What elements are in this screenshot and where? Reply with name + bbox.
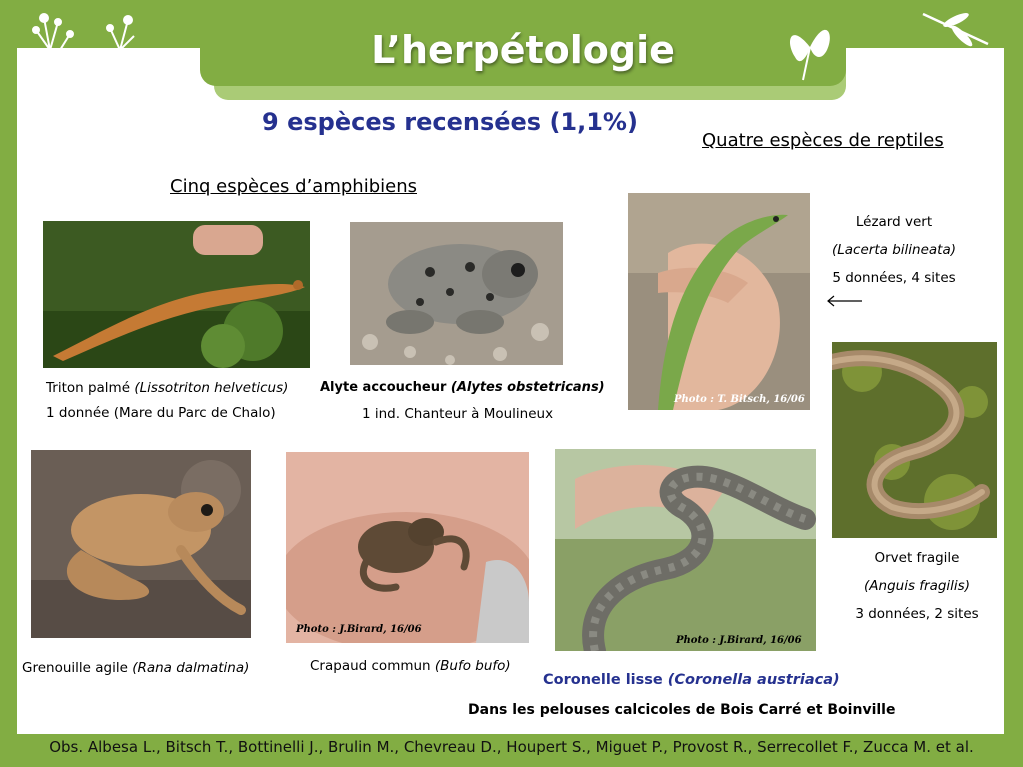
grenouille-name: Grenouille agile [22, 660, 133, 676]
crapaud-photo-credit: Photo : J.Birard, 16/06 [296, 624, 422, 635]
page-title: L’herpétologie [371, 28, 675, 72]
coronelle-latin: (Coronella austriaca) [667, 672, 840, 688]
lezard-detail: 5 données, 4 sites [832, 270, 956, 286]
lezard-name: Lézard vert [855, 214, 933, 230]
alyte-photo [350, 222, 563, 365]
alyte-name: Alyte accoucheur [320, 380, 451, 395]
crapaud-name: Crapaud commun [310, 658, 435, 674]
observers-footer: Obs. Albesa L., Bitsch T., Bottinelli J., Brulin M., Chevreau D., Houpert S., Miguet P., Provost R., Serrecollet F., Zucca M. et al. [49, 738, 974, 756]
butterfly-icon [785, 12, 835, 82]
crapaud-latin: (Bufo bufo) [434, 658, 511, 674]
triton-photo [43, 221, 310, 368]
alyte-caption [320, 380, 605, 395]
coronelle-detail: Dans les pelouses calcicoles de Bois Carré et Boinville [468, 702, 896, 718]
orvet-latin: (Anguis fragilis) [864, 578, 970, 594]
crapaud-caption [310, 658, 511, 674]
orvet-photo [832, 342, 997, 538]
coronelle-photo [555, 449, 816, 651]
lezard-photo [628, 193, 810, 410]
arrow-left-icon [826, 293, 862, 309]
coronelle-name: Coronelle lisse [543, 672, 668, 688]
crapaud-photo [286, 452, 529, 643]
reptiles-heading: Quatre espèces de reptiles [702, 130, 944, 151]
orvet-name: Orvet fragile [874, 550, 960, 566]
alyte-detail: 1 ind. Chanteur à Moulineux [362, 406, 554, 422]
amphibians-heading: Cinq espèces d’amphibiens [170, 176, 417, 197]
lezard-latin: (Lacerta bilineata) [832, 242, 956, 258]
triton-caption [46, 380, 288, 396]
triton-detail: 1 donnée (Mare du Parc de Chalo) [46, 405, 276, 421]
coronelle-caption [543, 672, 840, 688]
dragonfly-icon [918, 8, 993, 48]
lezard-photo-credit: Photo : T. Bitsch, 16/06 [674, 394, 805, 405]
grenouille-caption [22, 660, 249, 676]
species-count-subtitle: 9 espèces recensées (1,1%) [262, 108, 638, 136]
grenouille-photo [31, 450, 251, 638]
coronelle-photo-credit: Photo : J.Birard, 16/06 [676, 635, 802, 646]
triton-latin: (Lissotriton helveticus) [134, 380, 289, 396]
orvet-detail: 3 données, 2 sites [855, 606, 979, 622]
plant-silhouette-icon [30, 8, 140, 50]
triton-name: Triton palmé [46, 380, 135, 396]
grenouille-latin: (Rana dalmatina) [132, 660, 250, 676]
alyte-latin: (Alytes obstetricans) [450, 380, 605, 395]
